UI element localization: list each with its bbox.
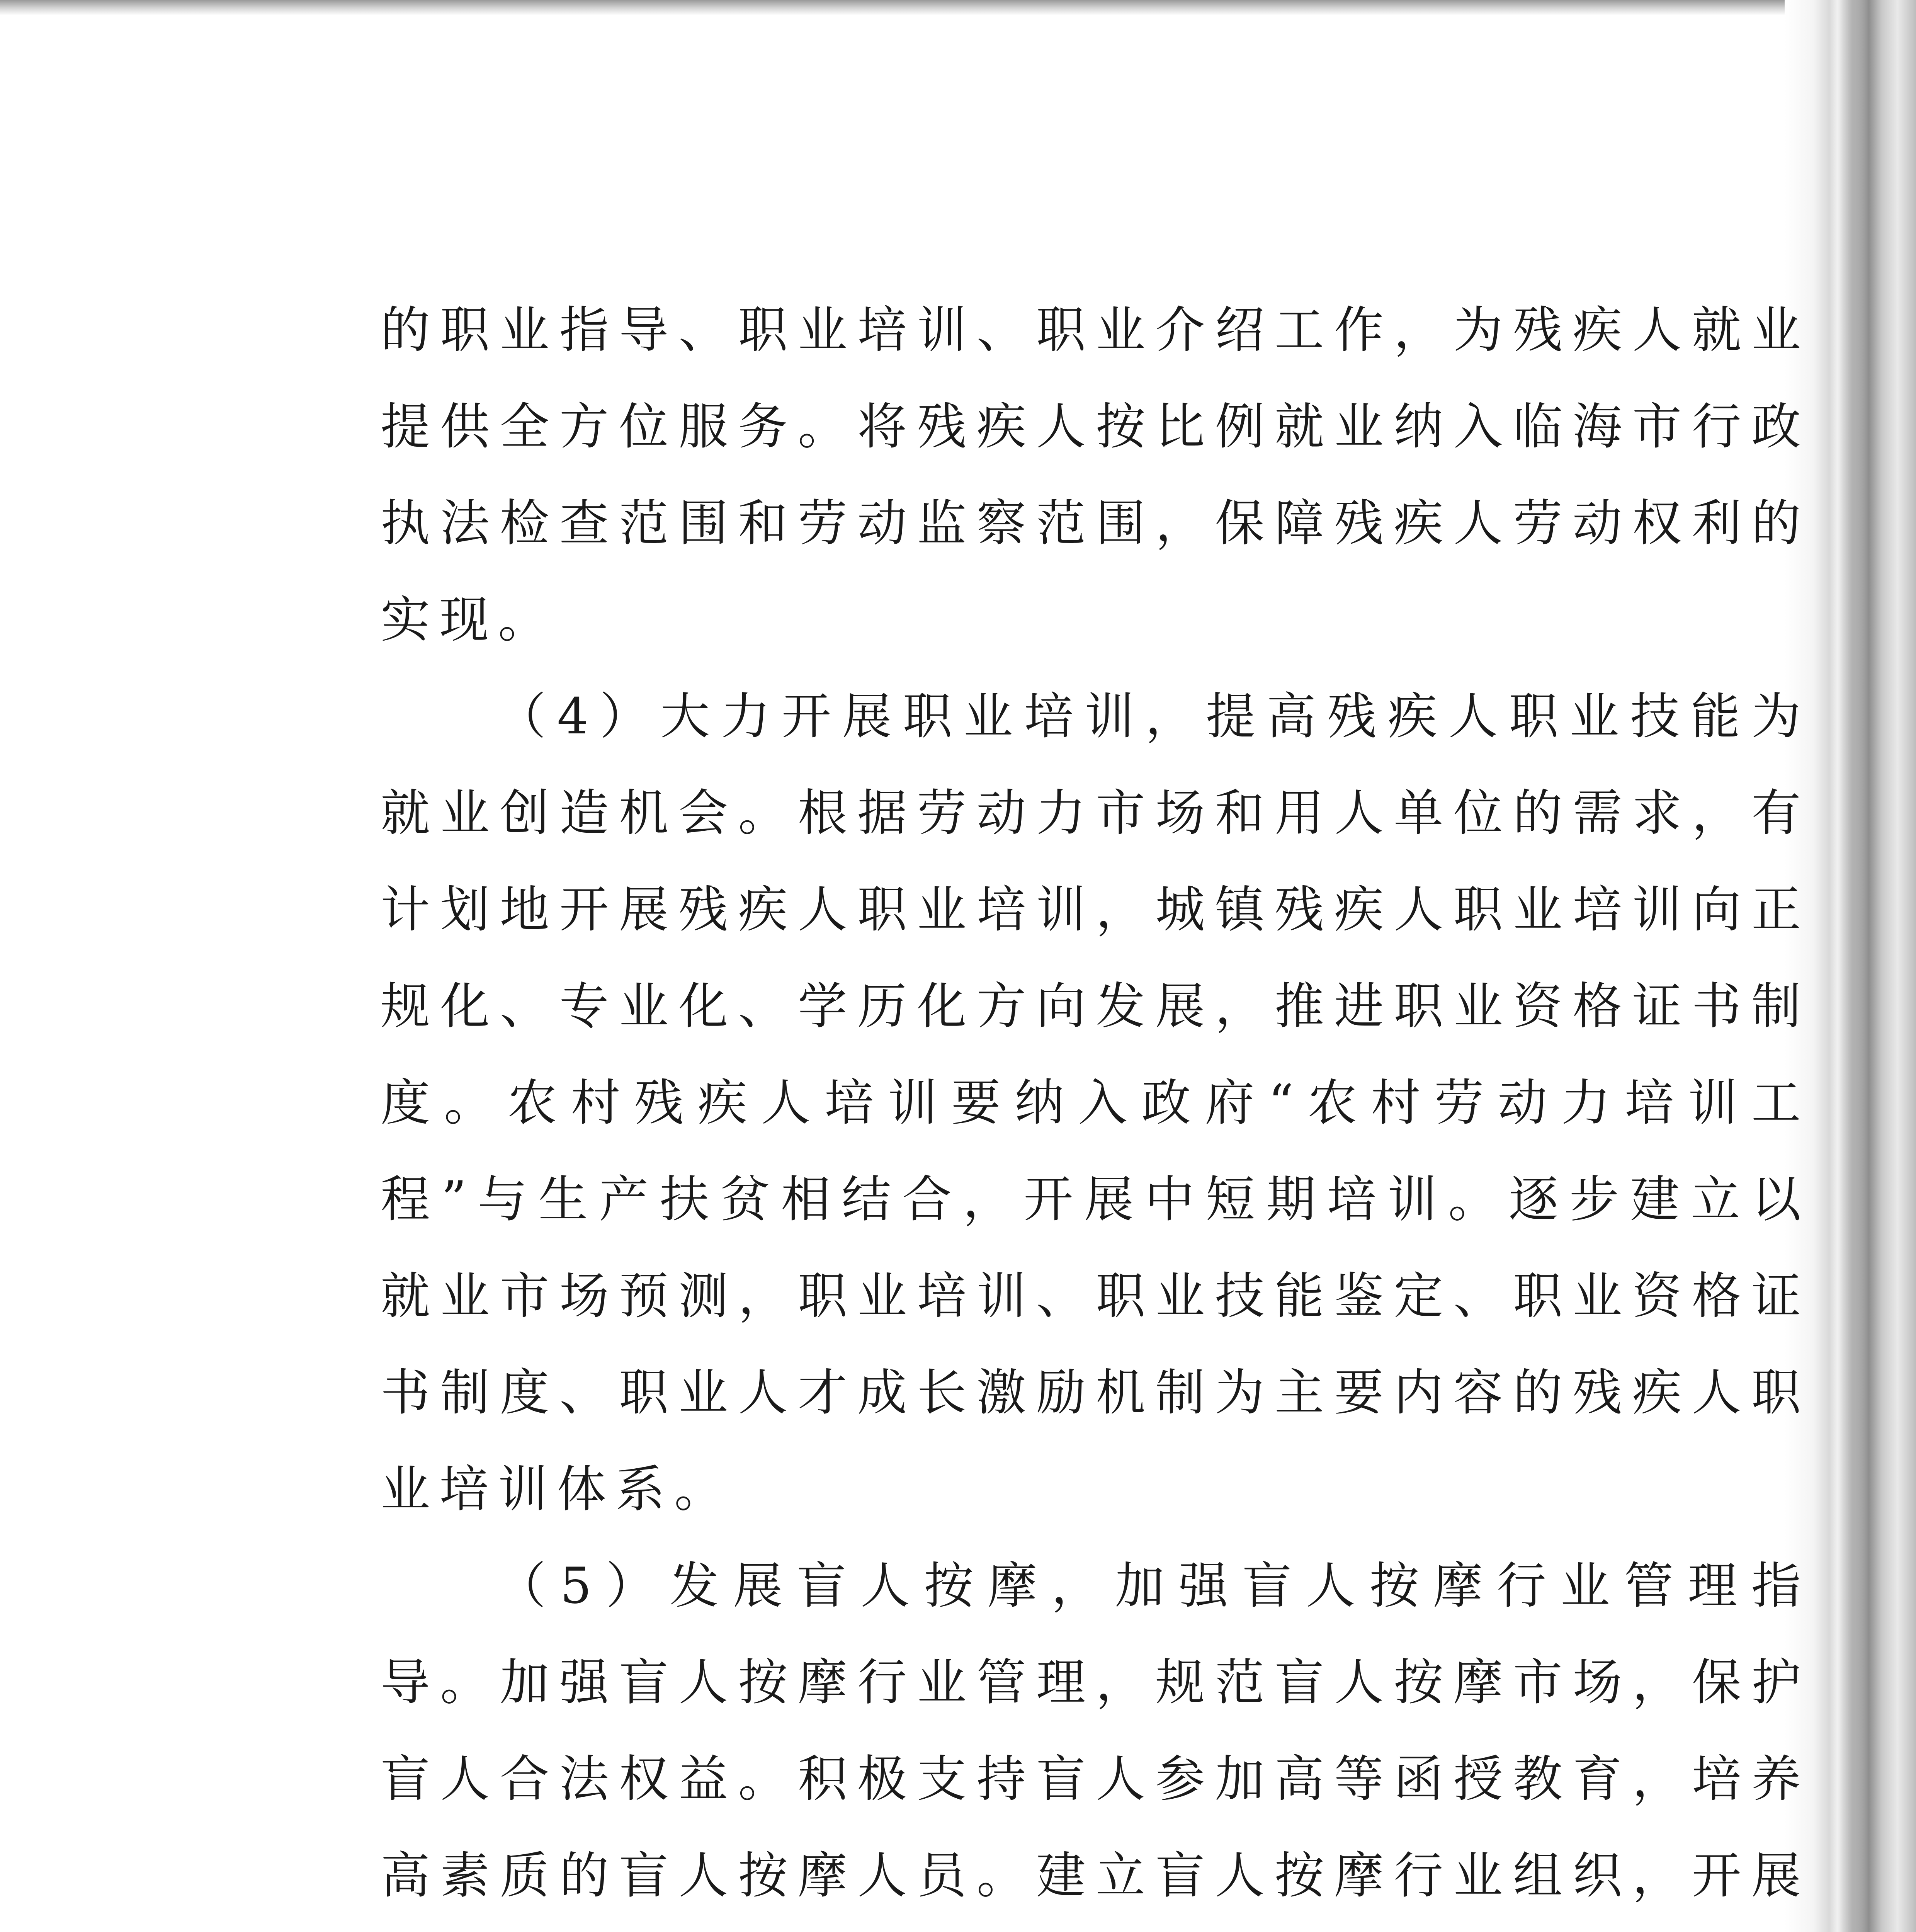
paragraph-item-4: （4）大力开展职业培训，提高残疾人职业技能为就业创造机会。根据劳动力市场和用人单位的需求，有计划地开展残疾人职业培训，城镇残疾人职业培训向正规化、专业化、学历化方向发展，推进职业资格证书制度。农村残疾人培训要纳入政府“农村劳动力培训工程”与生产扶贫相结合，开展中短期培训。逐步建立以就业市场预测，职业培训、职业技能鉴定、职业资格证书制度、职业人才成长激励机制为主要内容的残疾人职业培训体系。 bbox=[381, 688, 1810, 1518]
page-content bbox=[381, 282, 1810, 1932]
paragraph-item-5: （5）发展盲人按摩，加强盲人按摩行业管理指导。加强盲人按摩行业管理，规范盲人按摩市场，保护盲人合法权益。积极支持盲人参加高等函授教育，培养高素质的盲人按摩人员。建立盲人按摩行业组织，开展 bbox=[381, 1557, 1810, 1905]
paragraph-continuation: 的职业指导、职业培训、职业介绍工作，为残疾人就业提供全方位服务。将残疾人按比例就业纳入临海市行政执法检查范围和劳动监察范围，保障残疾人劳动权利的实现。 bbox=[381, 301, 1810, 649]
scan-top-edge bbox=[0, 0, 1916, 15]
scan-page-fold bbox=[1839, 0, 1866, 1932]
